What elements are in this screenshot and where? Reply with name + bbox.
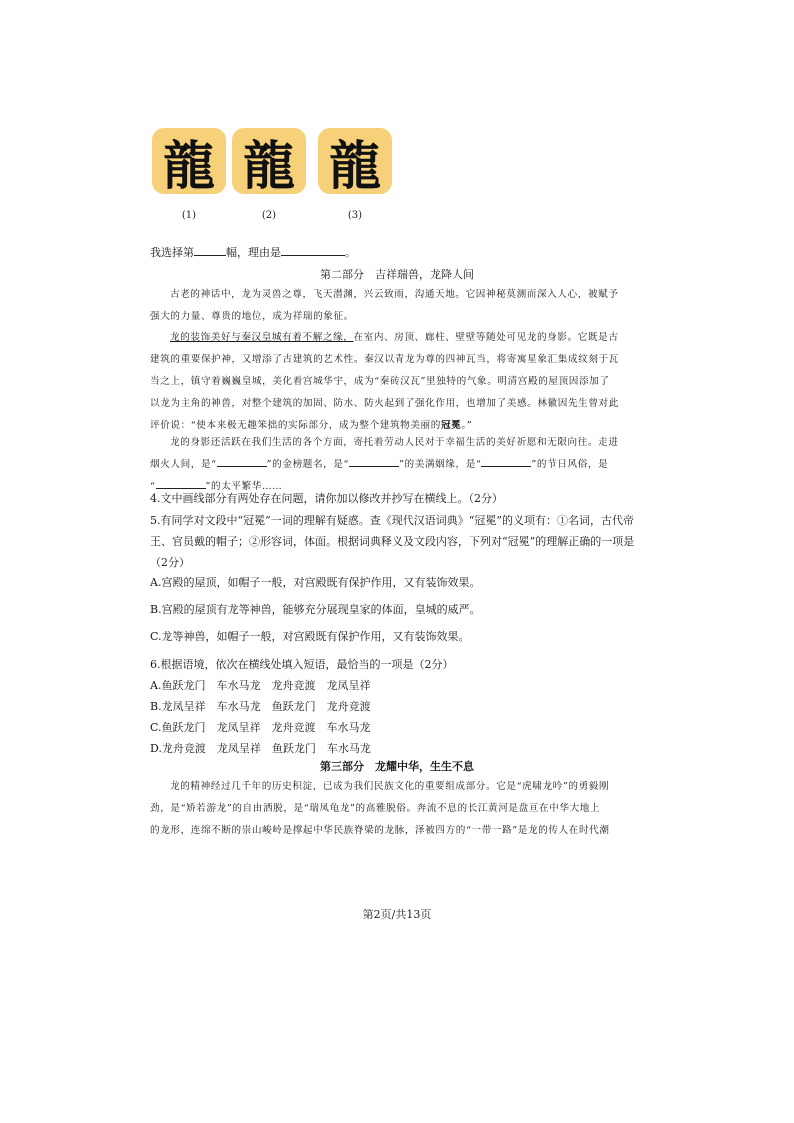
p2-line bbox=[150, 327, 644, 349]
underlined-sentence: 龙的装饰美好与秦汉皇城有着不解之缘， bbox=[170, 332, 354, 343]
part2-heading: 第二部分 吉祥瑞兽，龙降人间 bbox=[320, 268, 474, 281]
page-number: 第2页/共13页 bbox=[362, 908, 432, 921]
p2-line5-b: 。” bbox=[461, 420, 473, 431]
part3-heading: 第三部分 龙耀中华，生生不息 bbox=[320, 760, 474, 773]
reason-blank[interactable] bbox=[281, 243, 345, 256]
p2-line: 以龙为主角的神兽，对整个建筑的加固、防水、防火起到了强化作用，也增加了美感。林徽因先生曾对此 bbox=[150, 398, 619, 409]
q6-option-c[interactable]: C.鱼跃龙门 龙凤呈祥 龙舟竞渡 车水马龙 bbox=[150, 721, 371, 734]
q6-option-b[interactable]: B.龙凤呈祥 车水马龙 鱼跃龙门 龙舟竞渡 bbox=[150, 700, 371, 713]
question-4: 4.文中画线部分有两处存在问题，请你加以修改并抄写在横线上。（2分） bbox=[150, 492, 503, 505]
dragon-tile-2: 龍 bbox=[232, 128, 306, 194]
p1-line: 强大的力量、尊贵的地位，成为祥瑞的象征。 bbox=[150, 311, 354, 322]
dragon-tile-3: 龍 bbox=[318, 128, 392, 194]
idiom-blank-3[interactable] bbox=[481, 454, 531, 467]
question-6: 6.根据语境，依次在横线处填入短语，最恰当的一项是（2分） bbox=[150, 658, 454, 671]
dragon-tiles bbox=[150, 128, 390, 228]
part3-line: 龙的精神经过几千年的历史积淀，已成为我们民族文化的重要组成部分。它是“虎啸龙吟”的勇毅刚 bbox=[170, 781, 610, 792]
p3-e: “ bbox=[150, 481, 156, 492]
p2-line5-a: 评价说：“使本来极无趣笨拙的实际部分，成为整个建筑物美丽的 bbox=[150, 420, 441, 431]
idiom-blank-2[interactable] bbox=[349, 454, 399, 467]
q5-option-c[interactable]: C.龙等神兽，如帽子一般，对宫殿既有保护作用，又有装饰效果。 bbox=[150, 630, 470, 643]
p3-b: ”的金榜题名，是“ bbox=[266, 459, 350, 470]
p3-line: 龙的身影还活跃在我们生活的各个方面，寄托着劳动人民对于幸福生活的美好祈愿和无限向往。走进 bbox=[170, 437, 619, 448]
idiom-blank-1[interactable] bbox=[217, 454, 267, 467]
part2-paragraph-2 bbox=[150, 327, 644, 437]
guanmian-bold: 冠冕 bbox=[440, 420, 462, 431]
p3-d: ”的节日风俗，是 bbox=[531, 459, 609, 470]
p3-f: ”的太平繁华…… bbox=[205, 481, 283, 492]
part3-line: 劲，是“矫若游龙”的自由洒脱，是“瑞凤龟龙”的高雅脱俗。奔流不息的长江黄河是盘亘在中华大地上 bbox=[150, 803, 601, 814]
q6-option-a[interactable]: A.鱼跃龙门 车水马龙 龙舟竞渡 龙凤呈祥 bbox=[150, 679, 371, 692]
part2-paragraph-1 bbox=[150, 284, 644, 328]
p3-line bbox=[150, 454, 644, 476]
part3-line: 的龙形，连绵不断的崇山峻岭是撑起中华民族脊梁的龙脉，泽被四方的“一带一路”是龙的传人在时代潮 bbox=[150, 825, 610, 836]
tile-label-3: (3) bbox=[347, 210, 363, 221]
q5-line: 王、官员戴的帽子；②形容词，体面。根据词典释义及文段内容，下列对“冠冕”的理解正确的一项是 bbox=[150, 535, 635, 548]
q6-option-d[interactable]: D.龙舟竞渡 龙凤呈祥 鱼跃龙门 车水马龙 bbox=[150, 742, 371, 755]
choice-suffix: 。 bbox=[345, 246, 356, 259]
choice-middle: 幅，理由是 bbox=[226, 246, 281, 259]
p3-a: 烟火人间，是“ bbox=[150, 459, 217, 470]
p3-c: ”的美满姻缘，是“ bbox=[399, 459, 482, 470]
choice-line bbox=[150, 242, 644, 263]
p2-line1-rest: 在室内、房顶、廊柱、壁壁等随处可见龙的身影。它既是古 bbox=[353, 332, 619, 343]
p1-line: 古老的神话中，龙为灵兽之尊，飞天潜渊，兴云致雨，沟通天地。它因神秘莫测而深入人心，被赋予 bbox=[170, 289, 619, 300]
tile-label-1: (1) bbox=[181, 210, 197, 221]
part3-paragraph bbox=[150, 776, 644, 842]
choice-blank[interactable] bbox=[194, 243, 226, 256]
p2-line: 当之上，镇守着巍巍皇城，美化着宫城华宇，成为“秦砖汉瓦”里独特的气象。明清宫殿的屋顶因添加了 bbox=[150, 376, 610, 387]
choice-prefix: 我选择第 bbox=[150, 246, 194, 259]
question-5 bbox=[150, 510, 644, 573]
dragon-tile-1: 龍 bbox=[152, 128, 226, 194]
q5-line: 5.有同学对文段中“冠冕”一词的理解有疑惑。查《现代汉语词典》“冠冕”的义项有：①名词，古代帝 bbox=[150, 514, 634, 527]
tile-label-2: (2) bbox=[261, 210, 277, 221]
p2-line: 建筑的重要保护神，又增添了古建筑的艺术性。秦汉以青龙为尊的四神瓦当，将寄寓星象汇集成纹刻于瓦 bbox=[150, 354, 619, 365]
q5-option-a[interactable]: A.宫殿的屋顶，如帽子一般，对宫殿既有保护作用，又有装饰效果。 bbox=[150, 576, 481, 589]
q5-line: （2分） bbox=[150, 556, 190, 569]
q5-option-b[interactable]: B.宫殿的屋顶有龙等神兽，能够充分展现皇家的体面，皇城的威严。 bbox=[150, 603, 481, 616]
